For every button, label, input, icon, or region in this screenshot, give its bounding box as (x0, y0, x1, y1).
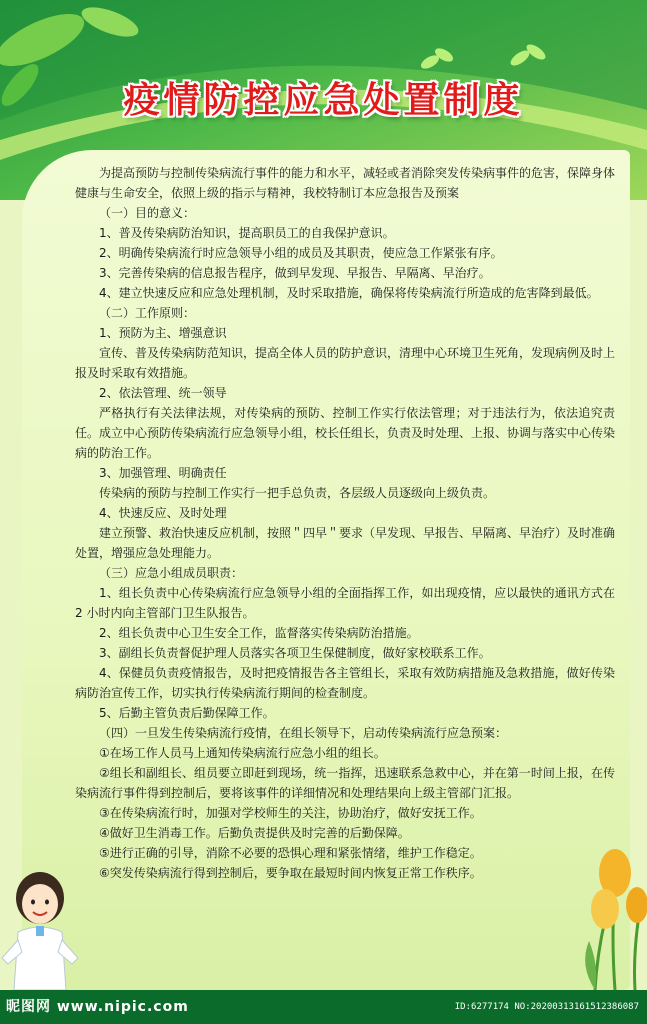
paragraph: ②组长和副组长、组员要立即赶到现场，统一指挥，迅速联系急救中心，并在第一时间上报，在传染病流行事件得到控制后，要将该事件的详细情况和处理结果向上级主管部门汇报。 (75, 766, 615, 800)
paragraph: 为提高预防与控制传染病流行事件的能力和水平，减轻或者消除突发传染病事件的危害，保障身体健康与生命安全，依照上级的指示与精神，我校特制订本应急报告及预案 (75, 166, 616, 200)
paragraph: ⑥突发传染病流行得到控制后，要争取在最短时间内恢复正常工作秩序。 (99, 866, 482, 880)
section-heading: （三）应急小组成员职责： (99, 566, 244, 580)
nurse-illustration (0, 860, 80, 990)
paragraph: 1、组长负责中心传染病流行应急领导小组的全面指挥工作，如出现疫情，应以最快的通讯方式在 2 小时内向主管部门卫生队报告。 (75, 586, 615, 620)
section-heading: （一）目的意义： (99, 206, 196, 220)
paragraph: 5、后勤主管负责后勤保障工作。 (99, 706, 275, 720)
paragraph: 1、预防为主、增强意识 (99, 326, 227, 340)
paragraph: 2、组长负责中心卫生安全工作，监督落实传染病防治措施。 (99, 626, 419, 640)
section-heading: （四）一旦发生传染病流行疫情，在组长领导下，启动传染病流行应急预案： (99, 726, 508, 740)
document-body (75, 163, 615, 883)
paragraph: ③在传染病流行时，加强对学校师生的关注，协助治疗，做好安抚工作。 (99, 806, 482, 820)
paragraph: ④做好卫生消毒工作。后勤负责提供及时完善的后勤保障。 (99, 826, 410, 840)
paragraph: 传染病的预防与控制工作实行一把手总负责，各层级人员逐级向上级负责。 (99, 486, 496, 500)
paragraph: 3、加强管理、明确责任 (99, 466, 227, 480)
paragraph: 2、明确传染病流行时应急领导小组的成员及其职责，使应急工作紧张有序。 (99, 246, 503, 260)
watermark-id: ID:6277174 NO:20200313161512386087 (454, 1002, 639, 1012)
watermark-site: 昵图网 www.nipic.com (6, 999, 189, 1015)
paragraph: 2、依法管理、统一领导 (99, 386, 227, 400)
paragraph: 严格执行有关法律法规，对传染病的预防、控制工作实行依法管理；对于违法行为，依法追究责任。成立中心预防传染病流行应急领导小组，校长任组长，负责及时处理、上报、协调与落实中心传染病的防治工作。 (75, 406, 616, 460)
paragraph: 3、副组长负责督促护理人员落实各项卫生保健制度，做好家校联系工作。 (99, 646, 491, 660)
paragraph: 宣传、普及传染病防范知识，提高全体人员的防护意识，清理中心环境卫生死角，发现病例及时上报及时采取有效措施。 (75, 346, 616, 380)
paragraph: 4、快速反应、及时处理 (99, 506, 227, 520)
paragraph: 建立预警、救治快速反应机制，按照＂四早＂要求（早发现、早报告、早隔离、早治疗）及时准确处置，增强应急处理能力。 (75, 526, 616, 560)
paragraph: ⑤进行正确的引导，消除不必要的恐惧心理和紧张情绪，维护工作稳定。 (99, 846, 482, 860)
tulip-illustration (575, 845, 647, 990)
section-heading: （二）工作原则： (99, 306, 196, 320)
page-title: 疫情防控应急处置制度 (123, 79, 524, 121)
paragraph: 4、建立快速反应和应急处理机制，及时采取措施，确保将传染病流行所造成的危害降到最低。 (99, 286, 599, 300)
paragraph: 3、完善传染病的信息报告程序，做到早发现、早报告、早隔离、早治疗。 (99, 266, 491, 280)
paragraph: 4、保健员负责疫情报告，及时把疫情报告各主管组长，采取有效防病措施及急救措施，做好传染病防治宣传工作，切实执行传染病流行期间的检查制度。 (75, 666, 615, 700)
paragraph: 1、普及传染病防治知识，提高职员工的自我保护意识。 (99, 226, 395, 240)
paragraph: ①在场工作人员马上通知传染病流行应急小组的组长。 (99, 746, 386, 760)
